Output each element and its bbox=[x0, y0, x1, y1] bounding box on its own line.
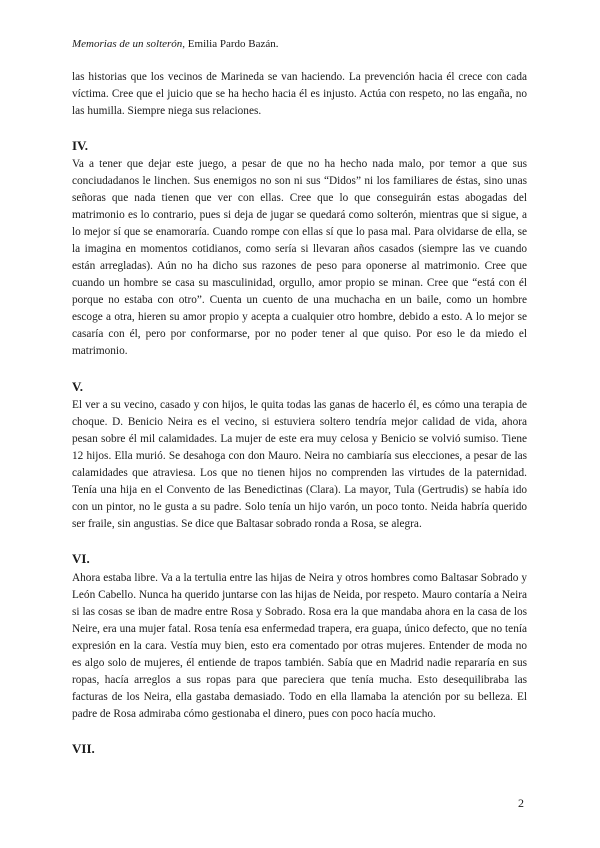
page-body bbox=[72, 69, 527, 757]
header-book-title: Memorias de un solterón bbox=[72, 38, 183, 50]
intro-paragraph: las historias que los vecinos de Marineda se van haciendo. La prevención hacia él crece con cada víctima. Cree que el juicio que se ha hecho hacia él es injusto. Actúa con respeto, no las engaña, no las humilla. Siempre niega sus relaciones. bbox=[72, 71, 527, 117]
section-iv-paragraph: Va a tener que dejar este juego, a pesar de que no ha hecho nada malo, por temor a que sus conciudadanos le linchen. Sus enemigos no son ni sus “Didos” ni los familiares de éstas, sino unas señoras que nada tienen que ver con ellas. Cree que lo que conseguirán estas abogadas del matrimonio es lo contrario, pues si deja de jugar se quedará como solterón, mientras que si sigue, a lo mejor sí que se enamoraría. Cuando rompe con ellas sí que lo pasa mal. Para olvidarse de ella, se la imagina en momentos cotidianos, como sería si llevaran años casados (siempre las ve cuando están arregladas). Aún no ha dicho sus razones de peso para oponerse al matrimonio. Cree que cuando un hombre se casa su masculinidad, orgullo, amor propio se minan. Cree que “está con él porque no estaba con otro”. Cuenta un cuento de una muchacha en un baile, como un hombre escoge a otra, hieren su amor propio y acepta a cualquier otro hombre, debido a esto. A lo mejor se casaría con él, pero por conformarse, por no poder tener al que quiso. Por eso le da miedo el matrimonio. bbox=[72, 158, 527, 357]
header-author: , Emilia Pardo Bazán. bbox=[182, 38, 279, 50]
section-vi-heading: VI. bbox=[72, 551, 90, 566]
section-v-heading: V. bbox=[72, 379, 83, 394]
section-iv-heading: IV. bbox=[72, 138, 89, 153]
running-header bbox=[72, 37, 279, 51]
section-v-paragraph: El ver a su vecino, casado y con hijos, le quita todas las ganas de hacerlo él, es cómo una terapia de choque. D. Benicio Neira es el vecino, si estuviera soltero tendría mejor calidad de vida, ahora pesan sobre él mil calamidades. La mujer de este era muy celosa y Benicio se volvió sumiso. Tiene 12 hijos. Ella murió. Se desahoga con don Mauro. Neira no cambiaría sus elecciones, a pesar de las calamidades que atraviesa. Los que no tienen hijos no comprenden las virtudes de la paternidad. Tenía una hija en el Convento de las Benedictinas (Clara). La mayor, Tula (Gertrudis) se había ido con un pintor, no le gusta a su padre. Solo tenía un hijo varón, un poco tonto. Neida habría querido ser fraile, sin angustias. Se dice que Baltasar sobrado ronda a Rosa, se alegra. bbox=[72, 399, 527, 530]
section-vii-heading: VII. bbox=[72, 741, 95, 756]
section-vi-paragraph: Ahora estaba libre. Va a la tertulia entre las hijas de Neira y otros hombres como Baltasar Sobrado y León Cabello. Nunca ha querido juntarse con las hijas de Neida, por respeto. Mauro contaría a Neira si las cosas se iban de madre entre Rosa y Sobrado. Rosa era la que mandaba ahora en la casa de los Neire, era una mujer fatal. Rosa tenía esa enfermedad trapera, era guapa, único defecto, que no tenía expresión en la cara. Vestía muy bien, esto era comentado por otras mujeres. Entender de moda no es algo solo de mujeres, él entiende de trapos también. Sabía que en Madrid nadie repararía en sus ropas, hacía arreglos a sus ropas para que pareciera que tenía mucha. Esto desequilibraba las facturas de los Neira, ella gastaba demasiado. Todo en ella llamaba la atención por su belleza. El padre de Rosa admiraba cómo gestionaba el dinero, pues con poco hacía mucho. bbox=[72, 572, 527, 720]
page-number: 2 bbox=[518, 796, 524, 810]
